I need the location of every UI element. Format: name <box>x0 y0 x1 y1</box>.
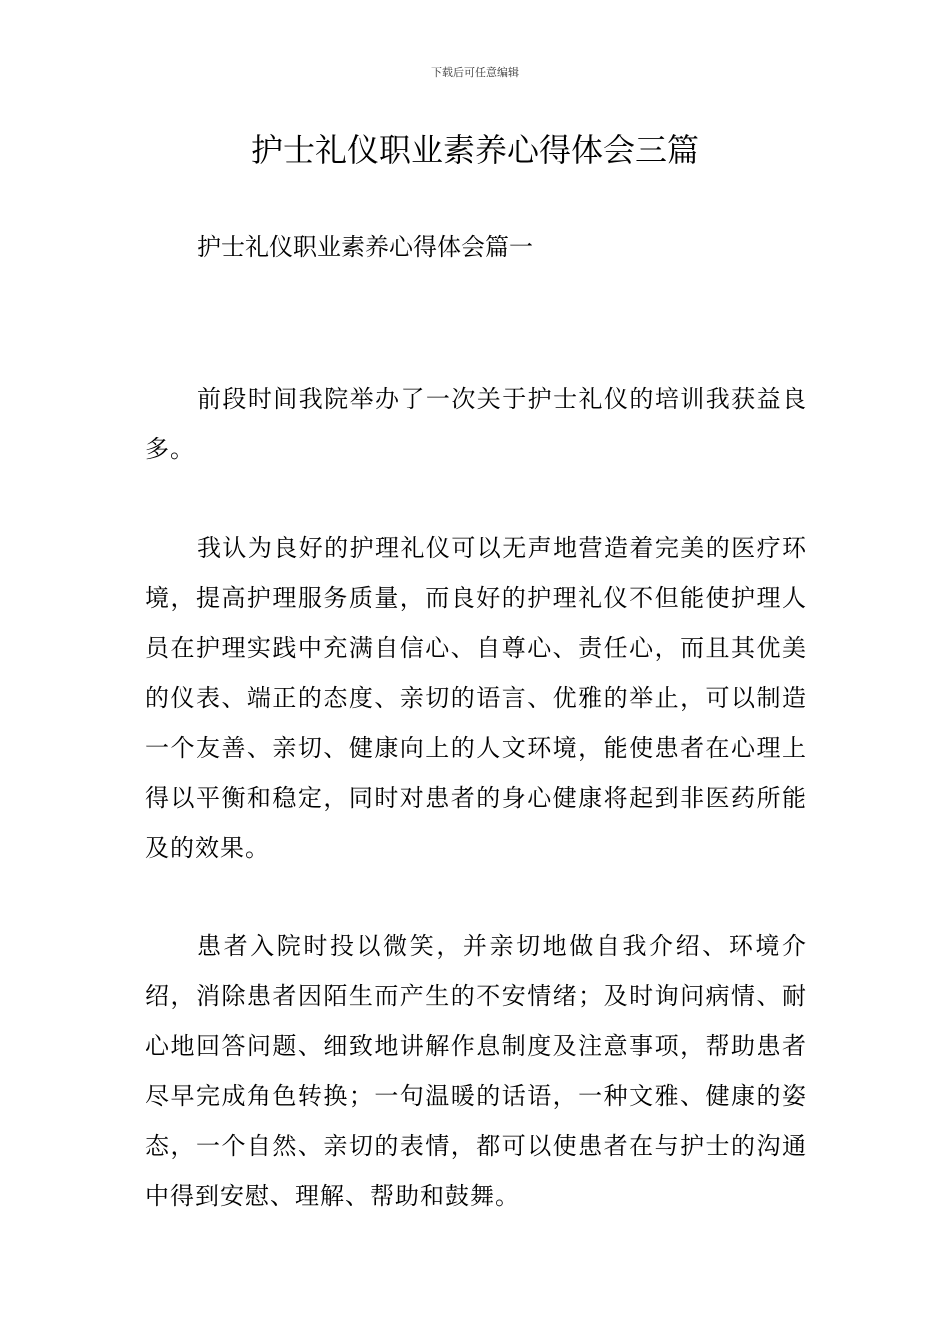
document-title: 护士礼仪职业素养心得体会三篇 <box>250 131 699 169</box>
paragraph-1: 前段时间我院举办了一次关于护士礼仪的培训我获益良多。 <box>145 385 807 463</box>
section-heading: 护士礼仪职业素养心得体会篇一 <box>197 233 533 261</box>
paragraph-3: 患者入院时投以微笑，并亲切地做自我介绍、环境介绍，消除患者因陌生而产生的不安情绪；及时询问病情、耐心地回答问题、细致地讲解作息制度及注意事项，帮助患者尽早完成角色转换；一句温暖的话语，一种文雅、健康的姿态，一个自然、亲切的表情，都可以使患者在与护士的沟通中得到安慰、理解、帮助和鼓舞。 <box>145 932 807 1210</box>
header-note: 下载后可任意编辑 <box>431 66 519 79</box>
paragraph-2: 我认为良好的护理礼仪可以无声地营造着完美的医疗环境，提高护理服务质量，而良好的护理礼仪不但能使护理人员在护理实践中充满自信心、自尊心、责任心，而且其优美的仪表、端正的态度、亲切的语言、优雅的举止，可以制造一个友善、亲切、健康向上的人文环境，能使患者在心理上得以平衡和稳定，同时对患者的身心健康将起到非医药所能及的效果。 <box>145 534 807 862</box>
